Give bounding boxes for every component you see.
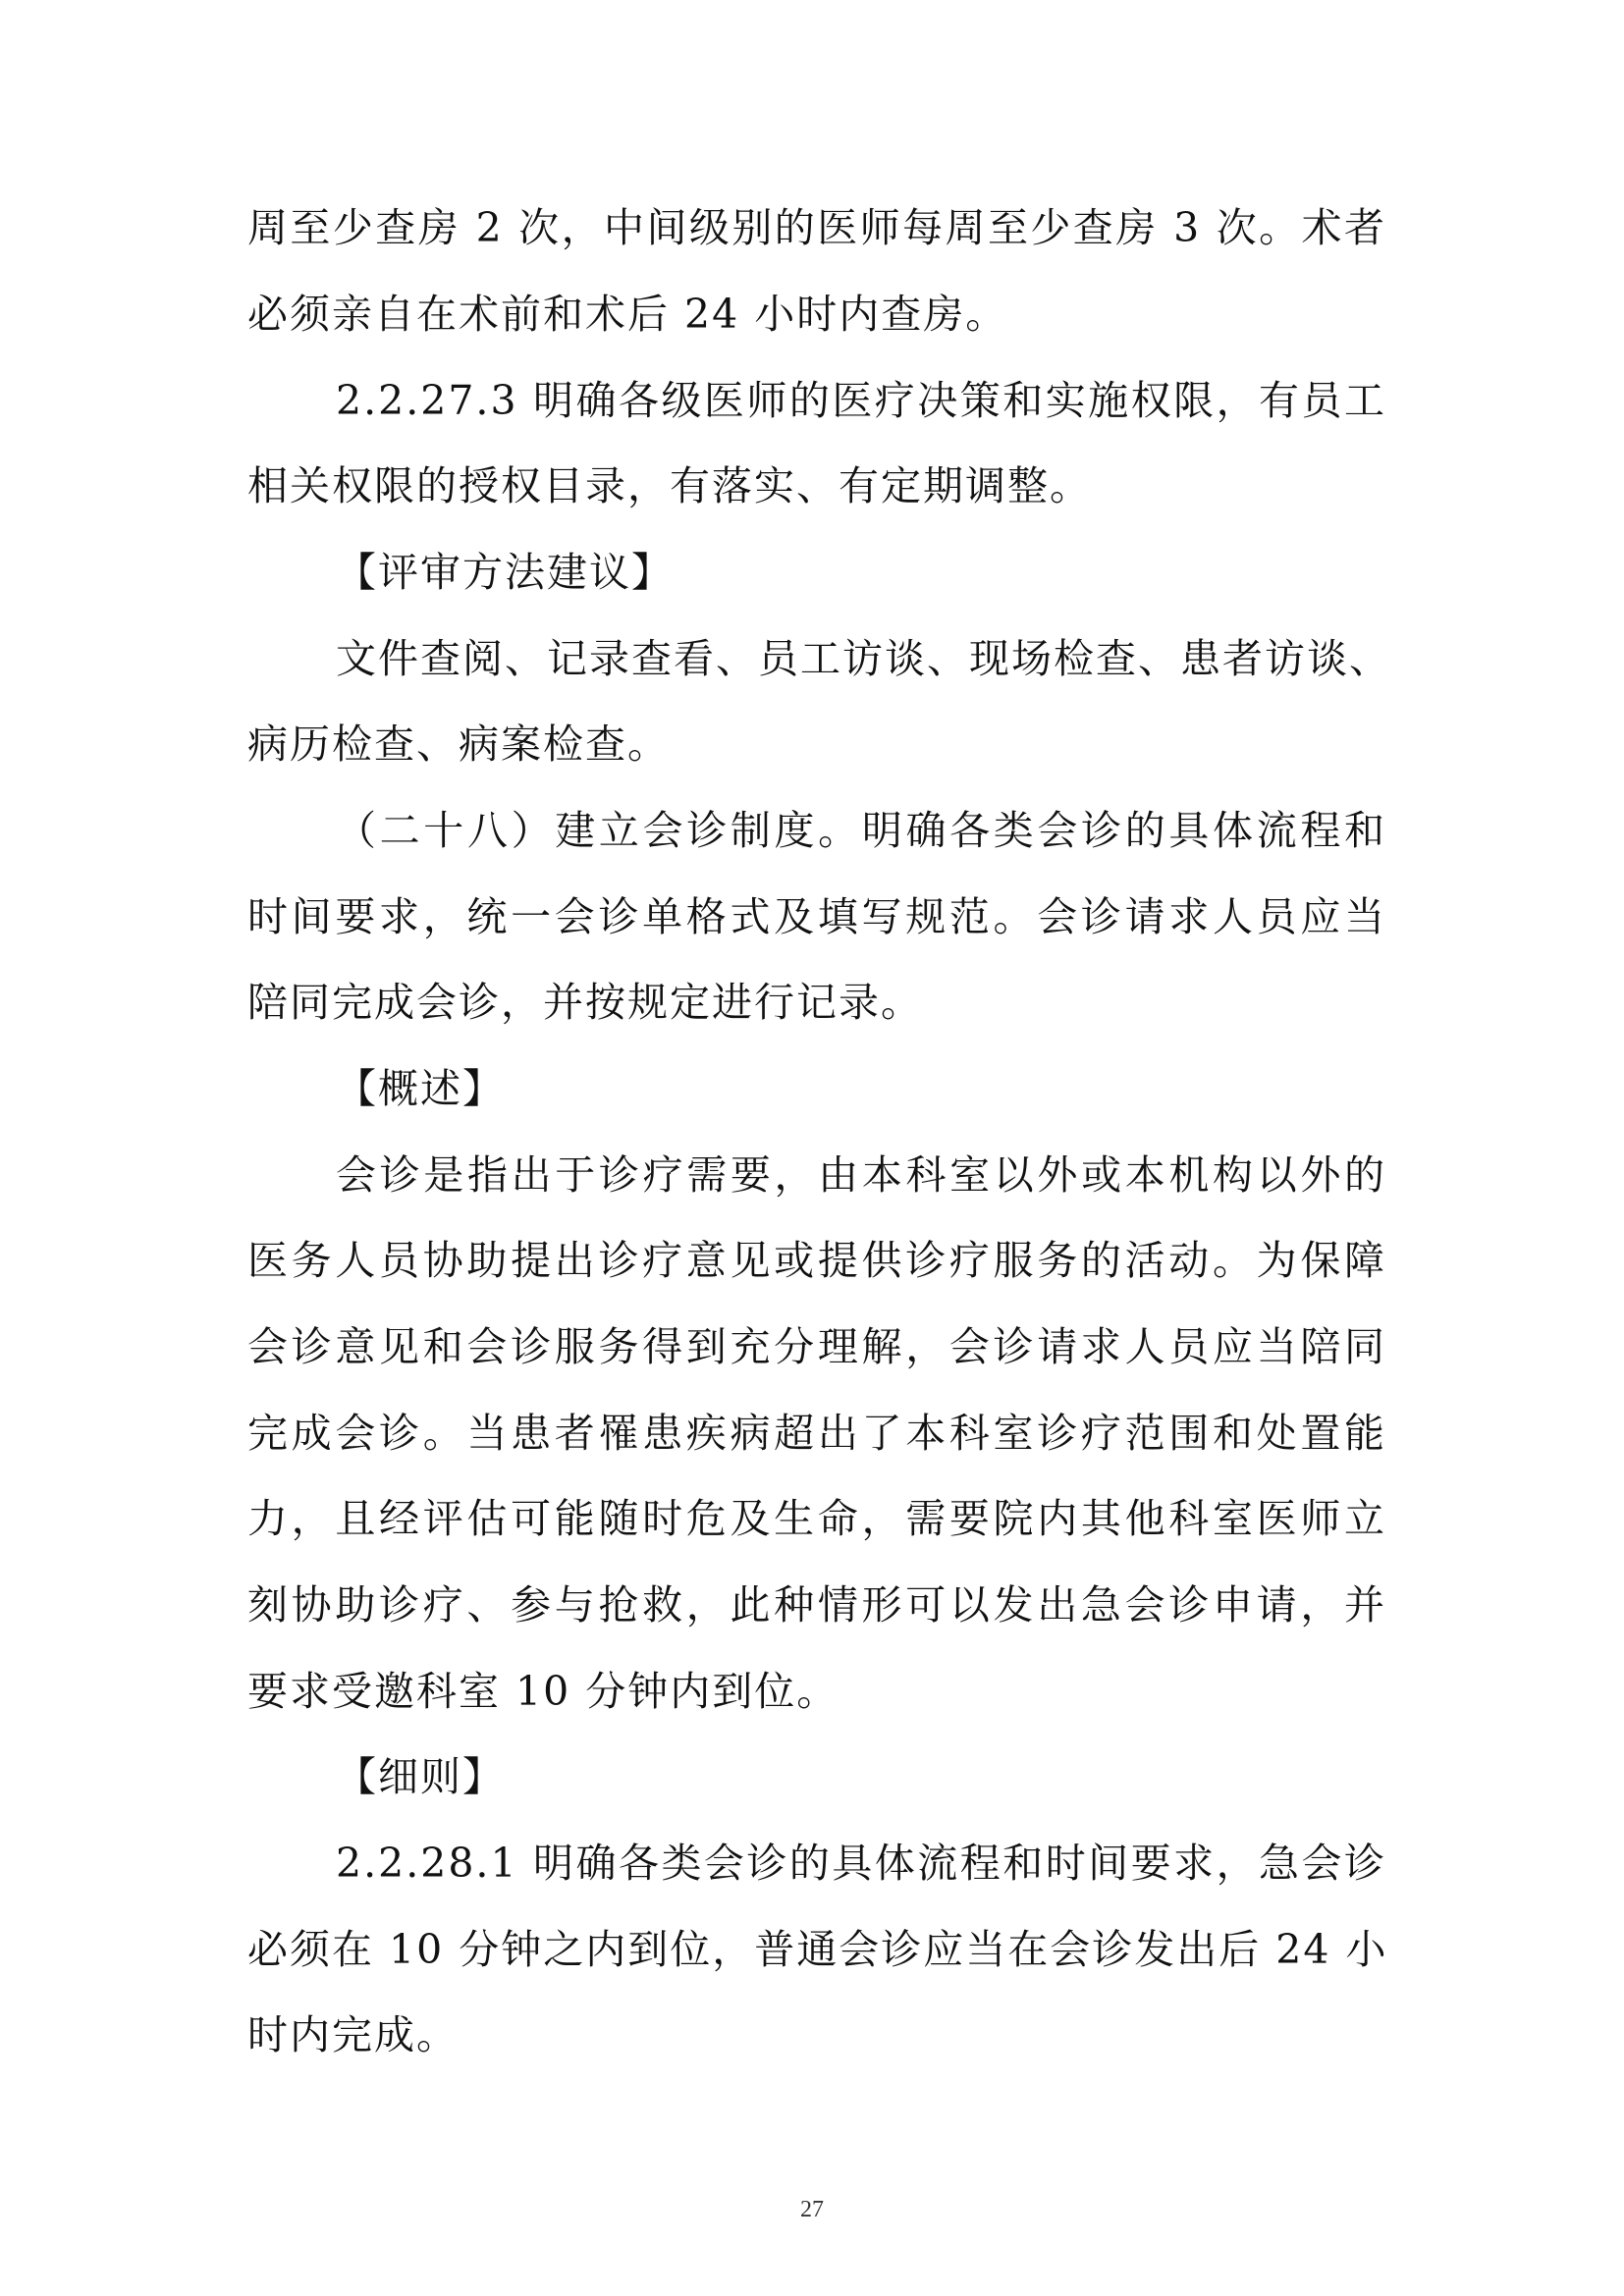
text-line: 必须亲自在术前和术后 24 小时内查房。 <box>247 291 1008 338</box>
text-line: 刻协助诊疗、参与抢救，此种情形可以发出急会诊申请，并 <box>247 1581 1386 1629</box>
text-line: 周至少查房 2 次，中间级别的医师每周至少查房 3 次。术者 <box>247 204 1386 251</box>
text-line: 会诊意见和会诊服务得到充分理解，会诊请求人员应当陪同 <box>247 1323 1386 1370</box>
text-line: 医务人员协助提出诊疗意见或提供诊疗服务的活动。为保障 <box>247 1237 1386 1284</box>
text-line: 必须在 10 分钟之内到位，普通会诊应当在会诊发出后 24 小 <box>247 1926 1388 1973</box>
text-line: （二十八）建立会诊制度。明确各类会诊的具体流程和 <box>336 807 1386 854</box>
text-line: 2.2.28.1 明确各类会诊的具体流程和时间要求，急会诊 <box>336 1840 1386 1887</box>
text-line: 力，且经评估可能随时危及生命，需要院内其他科室医师立 <box>247 1495 1386 1542</box>
text-line: 病历检查、病案检查。 <box>247 721 670 768</box>
text-line: 陪同完成会诊，并按规定进行记录。 <box>247 979 923 1026</box>
text-line: 2.2.27.3 明确各级医师的医疗决策和实施权限，有员工 <box>336 377 1386 424</box>
text-line: 时内完成。 <box>247 2011 459 2058</box>
section-heading: 【概述】 <box>336 1065 505 1112</box>
text-line: 完成会诊。当患者罹患疾病超出了本科室诊疗范围和处置能 <box>247 1410 1386 1457</box>
text-line: 时间要求，统一会诊单格式及填写规范。会诊请求人员应当 <box>247 893 1386 940</box>
section-heading: 【细则】 <box>336 1753 505 1800</box>
text-line: 相关权限的授权目录，有落实、有定期调整。 <box>247 462 1092 509</box>
section-heading: 【评审方法建议】 <box>336 549 674 596</box>
text-line: 会诊是指出于诊疗需要，由本科室以外或本机构以外的 <box>336 1151 1386 1199</box>
text-line: 文件查阅、记录查看、员工访谈、现场检查、患者访谈、 <box>336 635 1391 682</box>
text-line: 要求受邀科室 10 分钟内到位。 <box>247 1668 839 1715</box>
page-number: 27 <box>800 2197 824 2222</box>
